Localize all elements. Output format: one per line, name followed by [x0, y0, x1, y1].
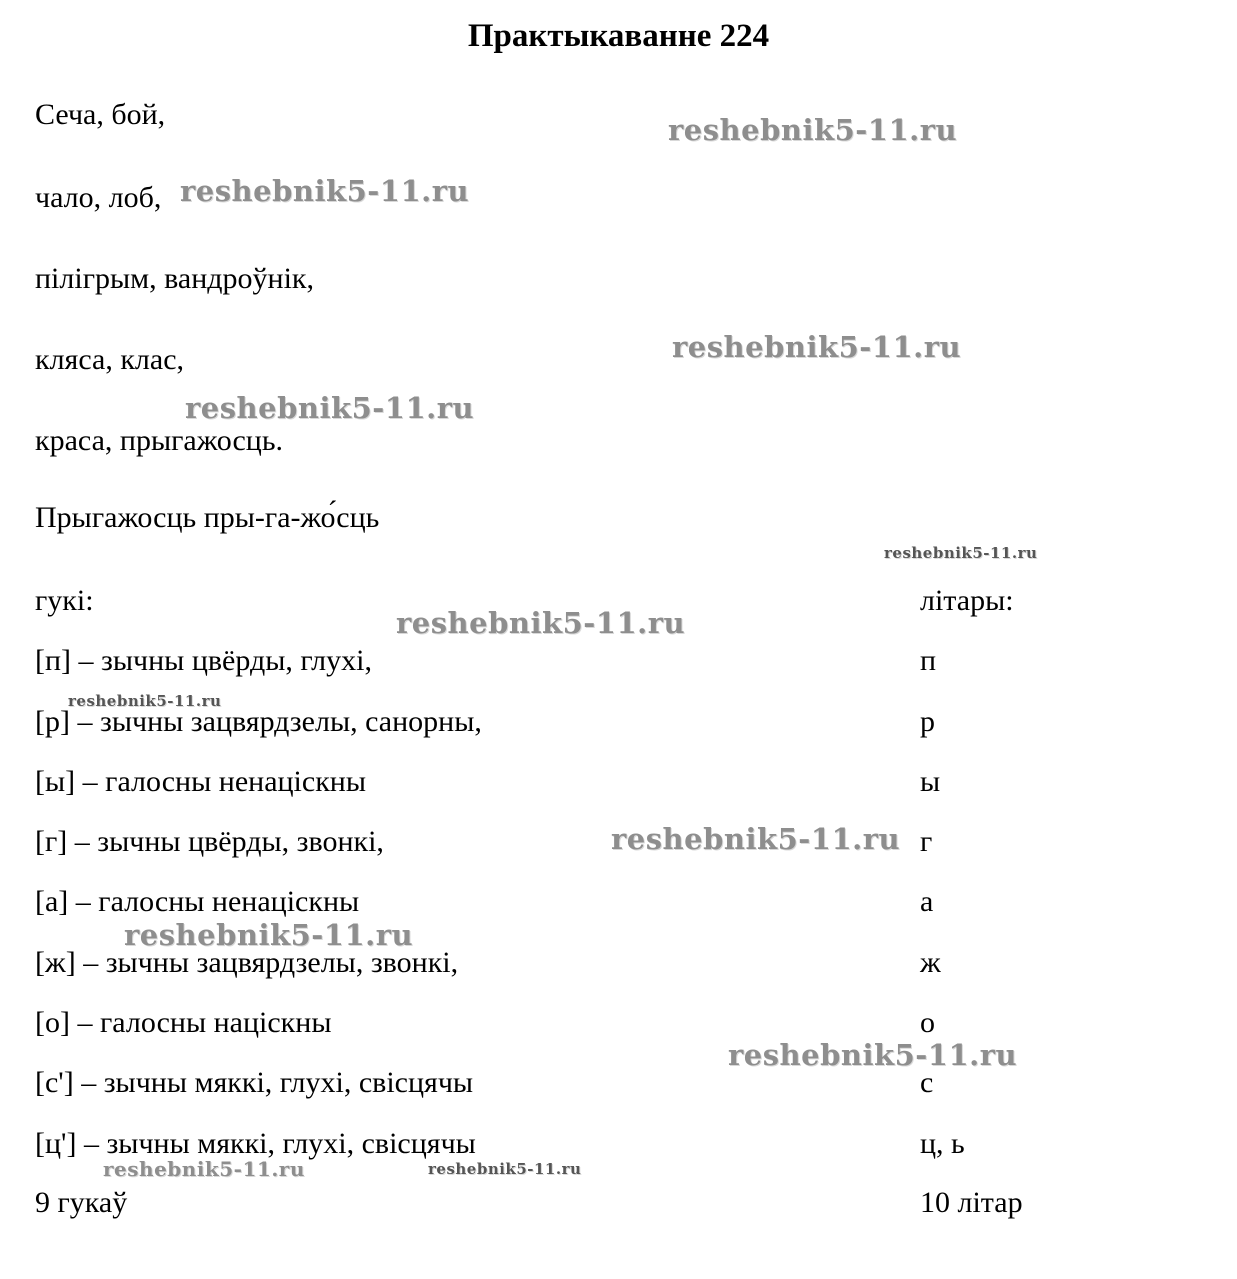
analysis-word: Прыгажосць пры-га-жо́сць: [35, 501, 380, 534]
synonym-line: кляса, клас,: [35, 343, 185, 376]
sound-row: [а] – галосны ненаціскны: [35, 885, 360, 918]
letter-cell: ы: [920, 765, 941, 798]
watermark: reshebnik5-11.ru: [884, 544, 1038, 562]
watermark: reshebnik5-11.ru: [185, 391, 475, 425]
watermark: reshebnik5-11.ru: [611, 822, 901, 856]
sound-row: [г] – зычны цвёрды, звонкі,: [35, 825, 384, 858]
letters-header: літары:: [920, 584, 1014, 617]
letter-cell: а: [920, 885, 934, 918]
sound-row: [ж] – зычны зацвярдзелы, звонкі,: [35, 946, 459, 979]
synonym-line: пілігрым, вандроўнік,: [35, 262, 315, 295]
synonym-line: Сеча, бой,: [35, 98, 166, 131]
sound-row: [ц'] – зычны мяккі, глухі, свісцячы: [35, 1127, 476, 1160]
letter-cell: о: [920, 1006, 935, 1039]
sounds-header: гукі:: [35, 584, 94, 617]
sound-row: [о] – галосны націскны: [35, 1006, 332, 1039]
letter-cell: ц, ь: [920, 1127, 965, 1160]
watermark: reshebnik5-11.ru: [668, 113, 958, 147]
sound-row: [с'] – зычны мяккі, глухі, свісцячы: [35, 1066, 474, 1099]
watermark: reshebnik5-11.ru: [68, 692, 222, 710]
watermark: reshebnik5-11.ru: [103, 1157, 305, 1181]
watermark: reshebnik5-11.ru: [428, 1160, 582, 1178]
letter-cell: с: [920, 1066, 934, 1099]
synonym-line: краса, прыгажосць.: [35, 424, 283, 457]
sound-row: [р] – зычны зацвярдзелы, санорны,: [35, 705, 482, 738]
letter-cell: ж: [920, 946, 941, 979]
sound-row: [ы] – галосны ненаціскны: [35, 765, 366, 798]
page-title: Практыкаванне 224: [467, 18, 770, 54]
watermark: reshebnik5-11.ru: [728, 1038, 1018, 1072]
total-letters: 10 літар: [920, 1186, 1023, 1219]
letter-cell: р: [920, 705, 935, 738]
synonym-line: чало, лоб,: [35, 181, 162, 214]
watermark: reshebnik5-11.ru: [672, 330, 962, 364]
watermark: reshebnik5-11.ru: [180, 174, 470, 208]
watermark: reshebnik5-11.ru: [124, 918, 414, 952]
letter-cell: г: [920, 825, 933, 858]
sound-row: [п] – зычны цвёрды, глухі,: [35, 644, 372, 677]
letter-cell: п: [920, 644, 937, 677]
total-sounds: 9 гукаў: [35, 1186, 128, 1219]
watermark: reshebnik5-11.ru: [396, 606, 686, 640]
